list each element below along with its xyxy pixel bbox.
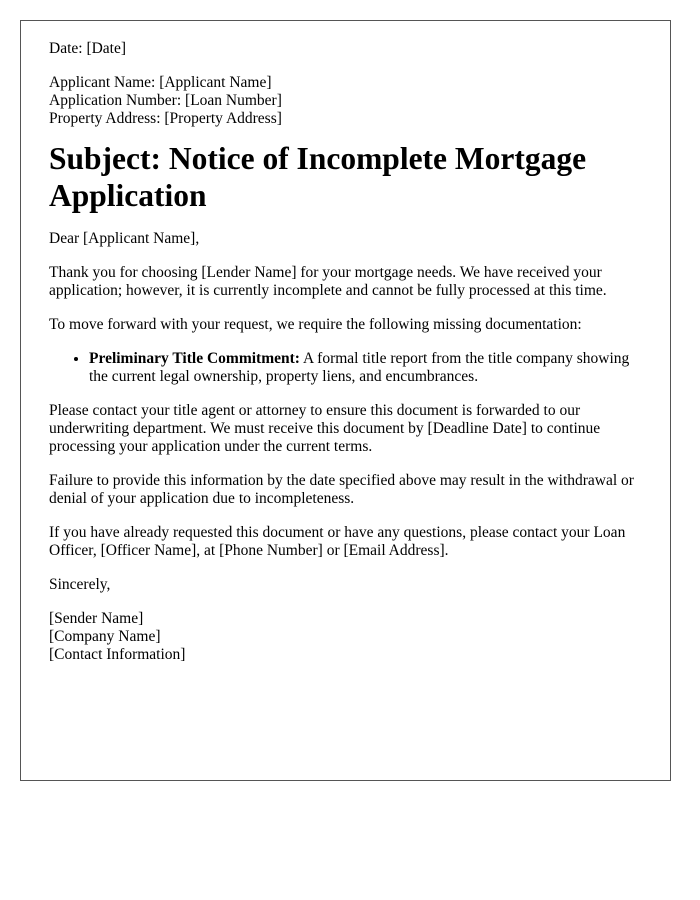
applicant-details — [49, 74, 651, 128]
missing-item-title: Preliminary Title Commitment: — [89, 350, 300, 367]
date-line: Date: [Date] — [49, 40, 127, 57]
contact-information: [Contact Information] — [49, 646, 186, 663]
paragraph-instructions: Please contact your title agent or attorney to ensure this document is forwarded to our underwriting department. We must receive this document by [Deadline Date] to continue processing your application under the current terms. — [49, 402, 601, 455]
paragraph-warning: Failure to provide this information by the date specified above may result in the withdrawal or denial of your application due to incompleteness. — [49, 472, 634, 507]
salutation: Dear [Applicant Name], — [49, 230, 200, 247]
paragraph-requirement: To move forward with your request, we require the following missing documentation: — [49, 316, 582, 333]
subject-heading: Subject: Notice of Incomplete Mortgage Application — [49, 141, 587, 213]
letter-document — [20, 20, 671, 781]
application-number-line: Application Number: [Loan Number] — [49, 92, 282, 109]
closing: Sincerely, — [49, 576, 111, 593]
property-address-line: Property Address: [Property Address] — [49, 110, 282, 127]
signature-block — [49, 610, 651, 664]
list-item — [89, 350, 651, 386]
missing-documents-list — [49, 350, 651, 386]
missing-item-description: A formal title report from the title company showing the current legal ownership, property liens, and encumbrances. — [89, 350, 630, 385]
paragraph-contact: If you have already requested this document or have any questions, please contact your Loan Officer, [Officer Name], at [Phone Number] or [Email Address]. — [49, 524, 626, 559]
company-name: [Company Name] — [49, 628, 161, 645]
paragraph-intro: Thank you for choosing [Lender Name] for your mortgage needs. We have received your application; however, it is currently incomplete and cannot be fully processed at this time. — [49, 264, 607, 299]
sender-name: [Sender Name] — [49, 610, 144, 627]
applicant-name-line: Applicant Name: [Applicant Name] — [49, 74, 272, 91]
